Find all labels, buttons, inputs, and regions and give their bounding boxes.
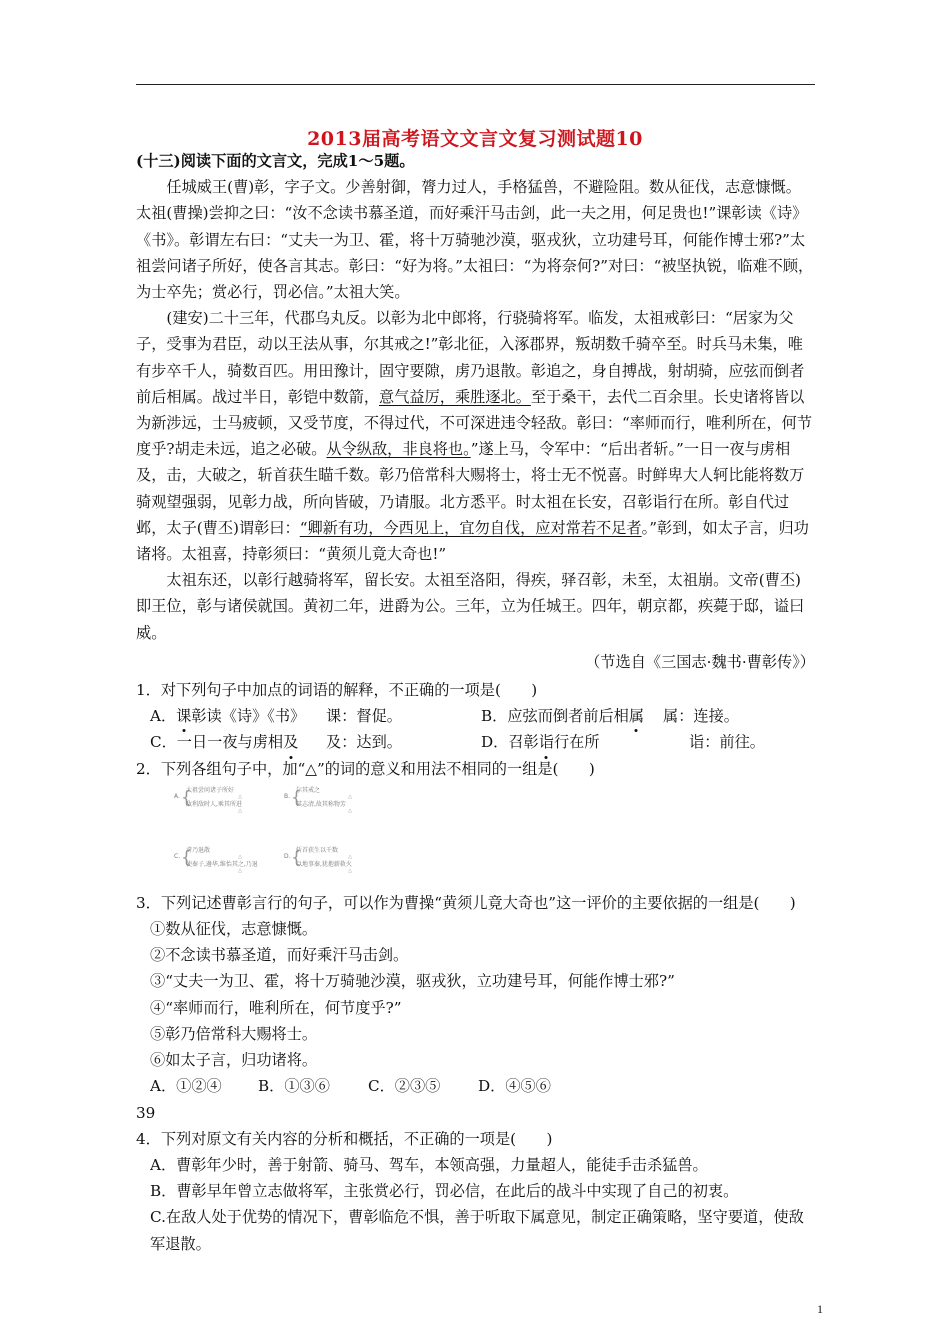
- q1-option-a-explanation: 课：督促。: [326, 707, 402, 726]
- q1-option-b: B．应弦而倒者前后相属: [481, 703, 663, 729]
- passage-text: (建安)二十三年，代郡乌丸反。以彰为北中郎将，行骁骑将军。临发，太祖戒彰曰：“居家为父子，受事为君臣，动以王法从事，尔其戒之!”彰北征，入涿郡界，叛胡数千骑卒至。时兵马未集，唯有步卒千人，骑数百匹。用田豫计，固守要隙，虏乃退散。彰追之，身自搏战，射胡骑，应弦而倒者前后相属。战过半日，彰铠中数箭，: [136, 309, 805, 406]
- dotted-word: 诣: [539, 729, 554, 755]
- question-2-stem: 2．下列各组句子中，加“△”的词的意义和用法不相同的一组是( ): [136, 759, 595, 778]
- underlined-sentence-1: 意气益厉，乘胜逐北。: [379, 387, 531, 406]
- q4-option-c: C.在敌人处于优势的情况下，曹彰临危不惧，善于听取下属意见，制定正确策略，坚守要道，使敌军退散。: [150, 1208, 804, 1253]
- underlined-sentence-2: 从令纵敌，非良将也。: [326, 440, 471, 459]
- dotted-word: 及: [283, 729, 298, 755]
- header-rule: [136, 84, 815, 85]
- underlined-sentence-3: “卿新有功，今西见上，宜勿自伐，应对常若不足者: [299, 518, 642, 537]
- q3-item-3: ③“丈夫一为卫、霍，将十万骑驰沙漠，驱戎狄，立功建号耳，何能作博士邪?”: [150, 972, 675, 991]
- question-1-options-ab: [136, 703, 815, 729]
- q3-item-5: ⑤彰乃倍常科大赐将士。: [150, 1024, 318, 1043]
- question-1-options-cd: [136, 729, 815, 755]
- q4-option-b: B．曹彰早年曾立志做将军，主张赏必行，罚必信，在此后的战斗中实现了自己的初衷。: [150, 1182, 739, 1201]
- q1-option-c-explanation: 及：达到。: [326, 733, 402, 752]
- passage-paragraph-2: [136, 305, 815, 567]
- document-body: [136, 148, 815, 1257]
- section-heading: (十三)阅读下面的文言文，完成1～5题。: [136, 152, 415, 170]
- q1-option-b-explanation: 属：连接。: [663, 707, 739, 726]
- question-1-stem: 1．对下列句子中加点的词语的解释，不正确的一项是( ): [136, 681, 538, 700]
- dotted-word: 属: [629, 703, 644, 729]
- q1-option-d: D．召彰诣行在所: [481, 729, 689, 755]
- q3-item-2: ②不念读书慕圣道，而好乘汗马击剑。: [150, 946, 409, 965]
- passage-source: （节选自《三国志·魏书·曹彰传》）: [585, 652, 815, 671]
- dotted-word: 课: [176, 703, 191, 729]
- passage-text: 。”彰到，如太子言，归功诸将。太祖喜，持彰须曰：“黄须儿竟大奇也!”: [136, 518, 809, 564]
- q3-option-c: C．②③⑤: [368, 1077, 441, 1096]
- q4-option-a: A．曹彰年少时，善于射箭、骑马、驾车，本领高强，力量超人，能徒手击杀猛兽。: [150, 1155, 708, 1174]
- question-2-options-image: A. { 太祖尝问诸子所好 △ 敌利敌时人,乘其所进 △ B. { 尔其戒之 △ 其志清,故其称物芳 △ C. { 虏乃退散 △ 使秦子,邊华,维怡其之,乃退 △ D. { 斩首获生以千数 △ 以地事秦,犹抱薪救火 △: [174, 786, 352, 874]
- q3-option-a: A．①②④: [150, 1077, 222, 1096]
- passage-text: ”遂上马，令军中：“后出者斩。”一日一夜与虏相及，击，大破之，斩首获生瞄千数。彰乃倍常科大赐将士，将士无不悦喜。时鲜卑大人轲比能将数万骑观望强弱，见彰力战，所向皆破，乃请服。北方悉平。时太祖在长安，召彰诣行在所。彰自代过邺，太子(曹丕)谓彰曰：: [136, 440, 805, 537]
- q1-option-c: C．一日一夜与虏相及: [150, 729, 326, 755]
- q1-option-a: A．课彰读《诗》《书》: [150, 703, 326, 729]
- page-number: 1: [817, 1302, 823, 1316]
- passage-paragraph-3: 太祖东还，以彰行越骑将军，留长安。太祖至洛阳，得疾，驿召彰，未至，太祖崩。文帝(曹丕)即王位，彰与诸侯就国。黄初二年，进爵为公。三年，立为任城王。四年，朝京都，疾薨于邸，谥曰威。: [136, 571, 805, 642]
- question-3-stem: 3．下列记述曹彰言行的句子，可以作为曹操“黄须儿竟大奇也”这一评价的主要依据的一组是( ): [136, 893, 796, 912]
- question-4-stem: 4．下列对原文有关内容的分析和概括，不正确的一项是( ): [136, 1129, 553, 1148]
- q3-option-b: B．①③⑥: [258, 1077, 330, 1096]
- q3-item-4: ④“率师而行，唯利所在，何节度乎?”: [150, 998, 402, 1017]
- q1-option-d-explanation: 诣：前往。: [689, 733, 765, 752]
- passage-paragraph-1: 任城威王(曹)彰，字子文。少善射御，膂力过人，手格猛兽，不避险阻。数从征伐，志意慷慨。太祖(曹操)尝抑之曰：“汝不念读书慕圣道，而好乘汗马击剑，此一夫之用，何足贵也!”课彰读《诗》《书》。彰谓左右曰：“丈夫一为卫、霍，将十万骑驰沙漠，驱戎狄，立功建号耳，何能作博士邪?”太祖尝问诸子所好，使各言其志。彰曰：“好为将。”太祖曰：“为将奈何?”对曰：“被坚执锐，临难不顾，为士卒先；赏必行，罚必信。”太祖大笑。: [136, 178, 814, 302]
- document-title: 2013届高考语文文言文复习测试题10: [307, 128, 643, 150]
- q3-item-6: ⑥如太子言，归功诸将。: [150, 1051, 318, 1070]
- stray-number: 39: [136, 1103, 156, 1122]
- q3-item-1: ①数从征伐，志意慷慨。: [150, 920, 318, 939]
- question-3-options: [136, 1073, 815, 1099]
- q3-option-d: D．④⑤⑥: [478, 1077, 551, 1096]
- passage-text: 至于桑干，去代二百余里。长史诸将皆以为新涉远，士马疲顿，又受节度，不得过代，不可深进违令轻敌。彰曰：“率师而行，唯利所在，何节度乎?胡走未远，追之必破。: [136, 387, 813, 459]
